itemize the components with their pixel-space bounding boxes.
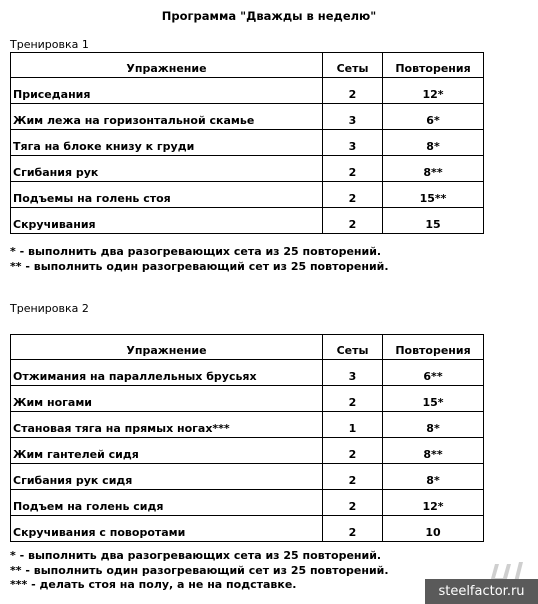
sets-cell: 3 [323,130,383,156]
reps-cell: 8* [383,464,484,490]
table-row [11,386,484,412]
exercise-cell: Приседания [11,78,323,104]
workout-1-notes [10,245,389,274]
exercise-cell: Становая тяга на прямых ногах*** [11,412,323,438]
sets-cell: 3 [323,104,383,130]
reps-cell: 8** [383,438,484,464]
sets-cell: 3 [323,360,383,386]
exercise-cell: Жим ногами [11,386,323,412]
workout-2-notes [10,549,389,593]
header-exercise: Упражнение [11,53,323,78]
site-watermark[interactable]: steelfactor.ru [425,579,538,604]
table-row [11,490,484,516]
exercise-cell: Подъемы на голень стоя [11,182,323,208]
header-exercise: Упражнение [11,335,323,360]
sets-cell: 2 [323,464,383,490]
footnote: ** - выполнить один разогревающий сет из 25 повторений. [10,563,389,577]
exercise-cell: Сгибания рук [11,156,323,182]
table-row [11,104,484,130]
table-row [11,438,484,464]
reps-cell: 10 [383,516,484,542]
sets-cell: 2 [323,156,383,182]
table-row [11,464,484,490]
exercise-cell: Подъем на голень сидя [11,490,323,516]
table-row [11,78,484,104]
header-sets: Сеты [323,53,383,78]
footnote: * - выполнить два разогревающих сета из 25 повторений. [10,549,382,562]
table-row [11,412,484,438]
reps-cell: 6** [383,360,484,386]
exercise-cell: Скручивания [11,208,323,234]
table-row [11,130,484,156]
reps-cell: 12* [383,78,484,104]
sets-cell: 2 [323,182,383,208]
exercise-cell: Сгибания рук сидя [11,464,323,490]
exercise-cell: Жим гантелей сидя [11,438,323,464]
table-row [11,516,484,542]
table-row [11,208,484,234]
sets-cell: 2 [323,208,383,234]
header-reps: Повторения [383,53,484,78]
exercise-cell: Тяга на блоке книзу к груди [11,130,323,156]
table-row [11,156,484,182]
reps-cell: 8* [383,130,484,156]
footnote: ** - выполнить один разогревающий сет из 25 повторений. [10,259,389,273]
sets-cell: 2 [323,438,383,464]
reps-cell: 8* [383,412,484,438]
reps-cell: 15** [383,182,484,208]
exercise-cell: Отжимания на параллельных брусьях [11,360,323,386]
table-header-row [11,53,484,78]
footnote: * - выполнить два разогревающих сета из 25 повторений. [10,245,382,258]
header-reps: Повторения [383,335,484,360]
sets-cell: 1 [323,412,383,438]
sets-cell: 2 [323,516,383,542]
header-sets: Сеты [323,335,383,360]
table-header-row [11,335,484,360]
footnote: *** - делать стоя на полу, а не на подставке. [10,578,297,591]
exercise-cell: Скручивания с поворотами [11,516,323,542]
reps-cell: 6* [383,104,484,130]
reps-cell: 8** [383,156,484,182]
table-row [11,182,484,208]
sets-cell: 2 [323,386,383,412]
exercise-cell: Жим лежа на горизонтальной скамье [11,104,323,130]
page-title: Программа "Дважды в неделю" [161,9,377,23]
workout-1-label: Тренировка 1 [10,38,89,51]
sets-cell: 2 [323,490,383,516]
workout-2-label: Тренировка 2 [10,302,89,315]
workout-2-table [10,334,484,542]
table-row [11,360,484,386]
reps-cell: 15 [383,208,484,234]
workout-1-table [10,52,484,234]
reps-cell: 15* [383,386,484,412]
reps-cell: 12* [383,490,484,516]
sets-cell: 2 [323,78,383,104]
